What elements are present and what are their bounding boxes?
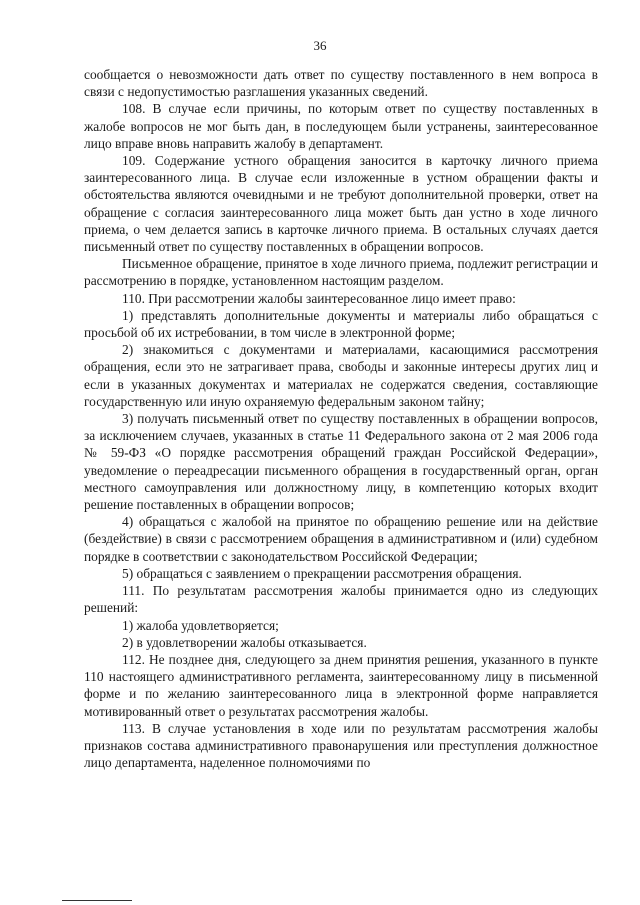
paragraph: 2) в удовлетворении жалобы отказывается. (122, 634, 367, 650)
paragraph: 112. Не позднее дня, следующего за днем принятия решения, указанного в пункте 110 настоящего административного регламента, заинтересованному лицу в письменной форме и по желанию заинтересованного лица в электронной форме направляется мотивированный ответ о результатах рассмотрения жалобы. (84, 651, 598, 719)
footer-rule (62, 900, 132, 901)
page-number: 36 (313, 38, 327, 53)
paragraph: 1) представлять дополнительные документы и материалы либо обращаться с просьбой об их истребовании, в том числе в электронной форме; (84, 307, 598, 341)
paragraph: 108. В случае если причины, по которым ответ по существу поставленных в жалобе вопросов не мог быть дан, в последующем были устранены, заинтересованное лицо вправе вновь направить жалобу в департамент. (84, 101, 598, 151)
paragraph: Письменное обращение, принятое в ходе личного приема, подлежит регистрации и рассмотрению в порядке, установленном настоящим разделом. (84, 256, 598, 289)
paragraph: 5) обращаться с заявлением о прекращении рассмотрения обращения. (122, 565, 522, 581)
paragraph: 1) жалоба удовлетворяется; (122, 617, 279, 633)
paragraph: 110. При рассмотрении жалобы заинтересованное лицо имеет право: (122, 290, 516, 306)
paragraph: 113. В случае установления в ходе или по результатам рассмотрения жалобы признаков состава административного правонарушения или преступления должностное лицо департамента, наделенное полномочиями по (84, 720, 598, 771)
paragraph: 109. Содержание устного обращения заносится в карточку личного приема заинтересованного лица. В случае если изложенные в устном обращении факты и обстоятельства являются очевидными и не требуют дополнительной проверки, ответ на обращение с согласия заинтересованного лица может быть дан устно в ходе личного приема, о чем делается запись в карточке личного приема. В остальных случаях дается письменный ответ по существу поставленных в обращении вопросов. (84, 153, 598, 255)
paragraph: 4) обращаться с жалобой на принятое по обращению решение или на действие (бездействие) в связи с рассмотрением обращения в административном и (или) судебном порядке в соответствии с законодательством Российской Федерации; (84, 514, 598, 564)
paragraph: 111. По результатам рассмотрения жалобы принимается одно из следующих решений: (84, 583, 598, 616)
paragraph: 2) знакомиться с документами и материалами, касающимися рассмотрения обращения, если это не затрагивает права, свободы и законные интересы других лиц и если в указанных документах и материалах не содержатся сведения, составляющие государственную или иную охраняемую федеральным законом тайну; (84, 342, 598, 409)
paragraph: сообщается о невозможности дать ответ по существу поставленного в нем вопроса в связи с недопустимостью разглашения указанных сведений. (84, 67, 598, 100)
document-body (84, 66, 598, 771)
paragraph: 3) получать письменный ответ по существу поставленных в обращении вопросов, за исключением случаев, указанных в статье 11 Федерального закона от 2 мая 2006 года № 59-ФЗ «О порядке рассмотрения обращений граждан Российской Федерации», уведомление о переадресации письменного обращения в государственный орган, орган местного самоуправления или должностному лицу, в компетенцию которых входит решение поставленных в обращении вопросов; (84, 411, 598, 513)
